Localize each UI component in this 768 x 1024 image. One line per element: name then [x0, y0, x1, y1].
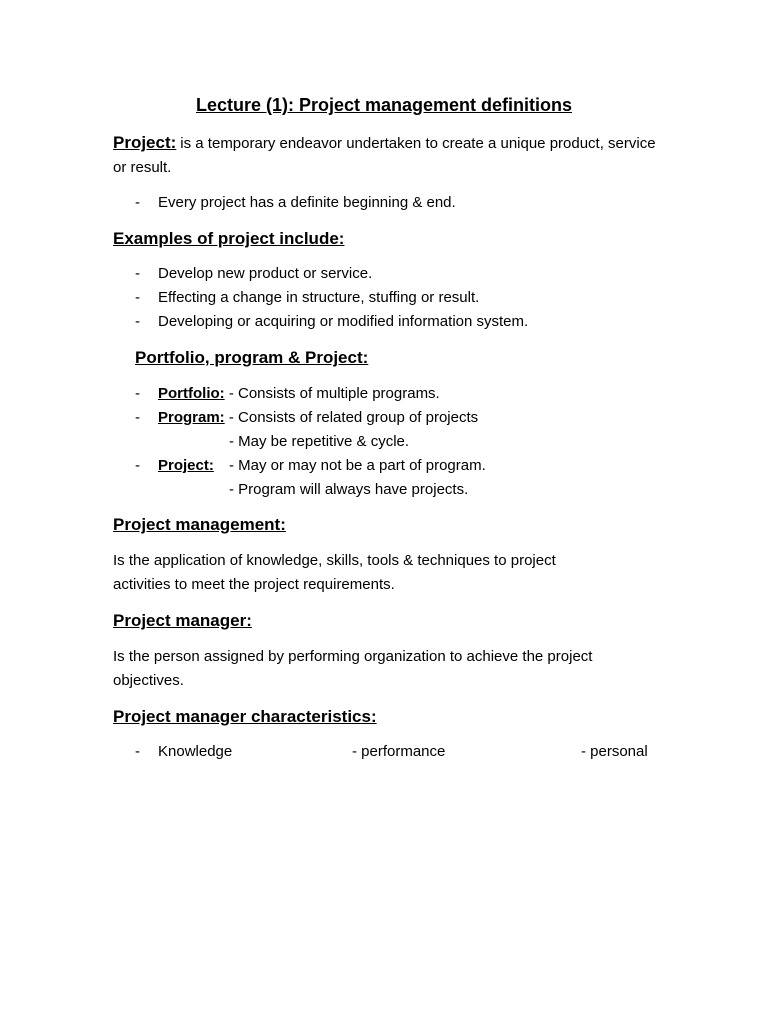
project-desc: - May or may not be a part of program.	[229, 457, 486, 474]
bullet-dash: -	[135, 457, 140, 474]
program-term: Program:	[158, 409, 225, 426]
portfolio-desc: - Consists of multiple programs.	[228, 385, 440, 402]
bullet-dash: -	[135, 313, 140, 330]
characteristics-heading: Project manager characteristics:	[113, 707, 377, 726]
bullet-dash: -	[135, 409, 140, 426]
example-item: Developing or acquiring or modified information system.	[158, 313, 529, 330]
project-term: Project:	[158, 457, 214, 474]
project-desc-continued: - Program will always have projects.	[229, 481, 469, 498]
project-bullet: Every project has a definite beginning & end.	[158, 194, 456, 211]
bullet-dash: -	[135, 265, 140, 282]
program-line	[158, 406, 478, 430]
characteristic-item: Knowledge	[158, 743, 233, 760]
project-definition-text: is a temporary endeavor undertaken to create a unique product, service or result.	[113, 135, 656, 176]
manager-text: Is the person assigned by performing organization to achieve the project objectives.	[113, 648, 593, 689]
portfolio-term: Portfolio:	[158, 385, 225, 402]
program-desc: - Consists of related group of projects	[228, 409, 479, 426]
program-desc-continued: - May be repetitive & cycle.	[229, 433, 410, 450]
bullet-dash: -	[135, 194, 140, 211]
characteristic-item: - performance	[352, 743, 446, 760]
project-term-line	[158, 454, 214, 478]
project-definition	[113, 131, 673, 180]
project-label: Project:	[113, 133, 177, 152]
portfolio-heading: Portfolio, program & Project:	[135, 348, 369, 367]
pm-text: Is the application of knowledge, skills, tools & techniques to project activities to meet the project requirements.	[113, 552, 556, 593]
portfolio-line	[158, 382, 440, 406]
examples-heading: Examples of project include:	[113, 229, 345, 248]
manager-heading: Project manager:	[113, 611, 252, 630]
page-title: Lecture (1): Project management definitions	[195, 95, 573, 115]
bullet-dash: -	[135, 743, 140, 760]
characteristic-item: - personal	[581, 743, 648, 760]
bullet-dash: -	[135, 289, 140, 306]
bullet-dash: -	[135, 385, 140, 402]
example-item: Effecting a change in structure, stuffing or result.	[158, 289, 480, 306]
pm-heading: Project management:	[113, 515, 286, 534]
example-item: Develop new product or service.	[158, 265, 373, 282]
